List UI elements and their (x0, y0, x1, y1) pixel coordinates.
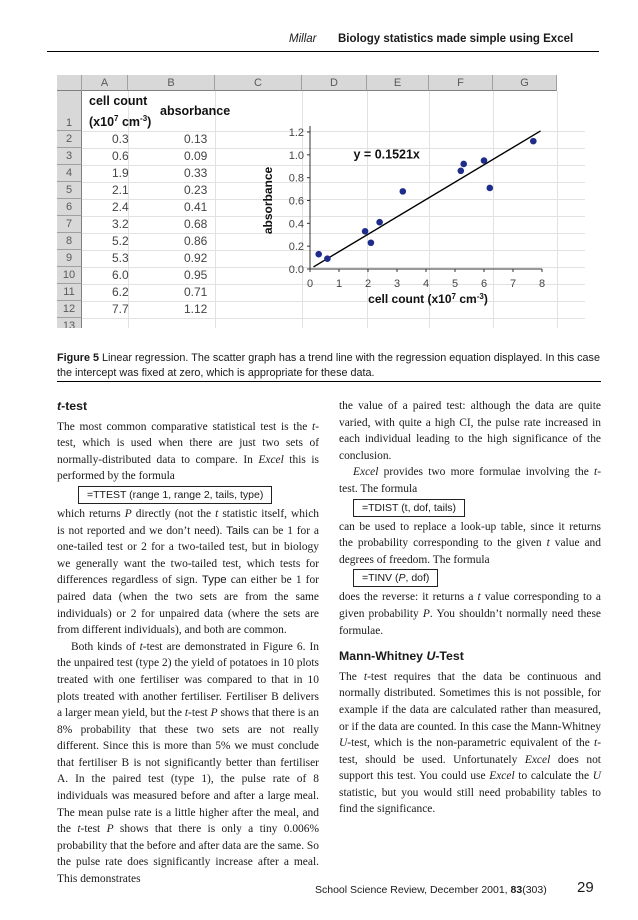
cell-count-value[interactable]: 1.9 (112, 166, 129, 180)
row-header-6[interactable]: 6 (57, 199, 82, 216)
cell-count-value[interactable]: 0.6 (112, 149, 129, 163)
row-header-4[interactable]: 4 (57, 165, 82, 182)
absorbance-value[interactable]: 0.92 (184, 251, 208, 265)
paragraph-1: The most common comparative statistical test is the t-test, which is used when there are just two sets of normally-distributed data to compare. In Excel this is performed by the formula (57, 420, 319, 483)
absorbance-value[interactable]: 0.33 (184, 166, 208, 180)
sheet-corner (57, 75, 82, 91)
row-header-11[interactable]: 11 (57, 284, 82, 301)
y-tick-label: 0.4 (288, 218, 304, 231)
formula-tinv: =TINV (P, dof) (353, 569, 438, 587)
row-header-1[interactable]: 1 (57, 91, 82, 131)
y-axis-label: absorbance (261, 166, 275, 235)
data-point (376, 219, 383, 226)
cell-count-value[interactable]: 5.3 (112, 251, 129, 265)
footer-journal: School Science Review, December 2001, 83(303) (315, 884, 547, 896)
row-header-5[interactable]: 5 (57, 182, 82, 199)
caption-label: Figure 5 (57, 352, 99, 364)
column-header-c[interactable]: C (215, 75, 302, 91)
row-header-3[interactable]: 3 (57, 148, 82, 165)
row-header-13[interactable]: 13 (57, 318, 82, 328)
y-tick-label: 1.2 (288, 127, 304, 139)
header-cell-count-units (89, 114, 151, 129)
heading-t: t (57, 399, 62, 413)
x-tick-label: 6 (480, 278, 488, 290)
absorbance-value[interactable]: 0.13 (184, 132, 208, 146)
absorbance-value[interactable]: 1.12 (184, 302, 208, 316)
absorbance-value[interactable]: 0.41 (184, 200, 208, 214)
caption-text: Linear regression. The scatter graph has a trend line with the regression equation displayed. In this case the intercept was fixed at zero, which is appropriate for these data. (57, 352, 600, 379)
header-title (338, 33, 573, 45)
row-header-9[interactable]: 9 (57, 250, 82, 267)
cell-count-value[interactable]: 2.4 (112, 200, 129, 214)
caption-rule (57, 381, 601, 382)
x-tick-label: 3 (393, 278, 401, 290)
section-heading-t-test (57, 398, 319, 415)
data-point (458, 168, 465, 175)
absorbance-value[interactable]: 0.71 (184, 285, 208, 299)
paragraph-2: which returns P directly (not the t statistic itself, which is not reported and we don’t need). Tails can be 1 for a one-tailed test or 2 for a two-tailed test, but in biology we generally want the two-tailed test, which tests for differences regardless of sign. Type can either be 1 for paired data (when the two sets are from the same individuals) or 2 for unpaired data (where the sets are from different individuals), and both are common. (57, 507, 319, 637)
x-tick-label: 5 (451, 278, 459, 290)
column-header-a[interactable]: A (82, 75, 128, 91)
y-tick-label: 0.0 (288, 264, 304, 276)
spreadsheet-figure (57, 75, 585, 328)
y-tick-label: 1.0 (288, 149, 304, 162)
y-tick-label: 0.2 (288, 241, 304, 254)
absorbance-value[interactable]: 0.95 (184, 268, 208, 282)
paragraph-r1: the value of a paired test: although the data are quite varied, with quite a high CI, the pulse rate increased in each individual leading to the high significance of the conclusion. (339, 400, 601, 462)
row-header-7[interactable]: 7 (57, 216, 82, 233)
x-tick-label: 7 (509, 278, 517, 290)
units-b: cm (118, 115, 141, 130)
cell-count-value[interactable]: 5.2 (112, 234, 129, 248)
cell-count-value[interactable]: 6.0 (112, 268, 129, 282)
data-point (368, 239, 375, 246)
row-header-10[interactable]: 10 (57, 267, 82, 284)
column-header-e[interactable]: E (367, 75, 429, 91)
regression-equation: y = 0.1521x (353, 147, 420, 162)
absorbance-value[interactable]: 0.23 (184, 183, 208, 197)
paragraph-r2: Excel provides two more formulae involving the t-test. The formula (339, 466, 601, 495)
grid-col-line (557, 91, 558, 328)
y-tick-label: 0.8 (288, 172, 304, 185)
data-point (315, 251, 322, 258)
cell-count-value[interactable]: 6.2 (112, 285, 129, 299)
header-cell-count (89, 94, 147, 108)
section-heading-mann-whitney: Mann-Whitney U-Test (339, 649, 464, 664)
figure-caption (57, 351, 601, 380)
formula-tdist: =TDIST (t, dof, tails) (353, 499, 465, 517)
column-header-d[interactable]: D (302, 75, 367, 91)
header-author: Millar (289, 33, 317, 45)
paragraph-3: Both kinds of t-test are demonstrated in Figure 6. In the unpaired test (type 2) the yield of potatoes in 10 plots treated with one fertiliser was compared to that in 10 plots treated with another fertiliser. Fertiliser B delivers a larger mean yield, but the t-test P shows that there is an 8% probability that these two sets are not really different. Since this is more than 5% we must conclude that fertiliser B is not significantly better than fertiliser A. In the paired test (type 1), the pulse rate of 8 individuals was measured before and after a large meal. The mean pulse rate is a little higher after the meal, and the t-test P shows that there is only a tiny 0.006% probability that the before and after data are the same. So the pulse rate does significantly increase after a meal. This demonstrates (57, 640, 320, 886)
formula-ttest: =TTEST (range 1, range 2, tails, type) (78, 486, 272, 504)
trend-line (313, 131, 540, 267)
paragraph-r4: does the reverse: it returns a t value corresponding to a given probability P. You shouldn’t normally need these formulae. (339, 591, 601, 637)
data-point (481, 157, 488, 164)
units-c: ) (147, 115, 152, 130)
cell-count-value[interactable]: 0.3 (112, 132, 129, 146)
data-point (400, 188, 407, 195)
heading-rest: -test (61, 399, 88, 413)
paragraph-r3: can be used to replace a look-up table, since it returns the probability corresponding to the given t value and degrees of freedom. The formula (339, 520, 601, 566)
x-axis-label: cell count ($x10^7$ $cm^{-3}$) (368, 291, 488, 306)
units-exp2: -3 (140, 114, 148, 123)
data-point (324, 255, 331, 262)
column-header-b[interactable]: B (128, 75, 215, 91)
header-absorbance: absorbance (160, 104, 231, 118)
absorbance-value[interactable]: 0.86 (184, 234, 208, 248)
paragraph-r5: The t-test requires that the data be continuous and normally distributed. Sometimes this is not possible, for example if the data are calculated rather than measured, or if the data are counted. In this case the Mann-Whitney U-test, which is the non-parametric equivalent of the t-test, should be used. Unfortunately Excel does not support this test. You could use Excel to calculate the U statistic, but you would still need probability tables to find the significance. (339, 670, 601, 816)
row-header-2[interactable]: 2 (57, 131, 82, 148)
cell-count-value[interactable]: 7.7 (112, 302, 129, 316)
absorbance-value[interactable]: 0.09 (184, 149, 208, 163)
data-point (362, 228, 369, 235)
row-header-8[interactable]: 8 (57, 233, 82, 250)
y-tick-label: 0.6 (288, 195, 304, 208)
column-header-g[interactable]: G (493, 75, 557, 91)
left-column (57, 398, 319, 888)
x-tick-label: 0 (306, 278, 314, 290)
cell-count-value[interactable]: 3.2 (112, 217, 129, 231)
x-tick-label: 2 (364, 278, 372, 290)
x-tick-label: 1 (335, 278, 343, 290)
data-point (530, 138, 537, 145)
x-tick-label: 8 (538, 278, 546, 290)
column-header-f[interactable]: F (429, 75, 493, 91)
data-point (487, 185, 494, 192)
cell-count-value[interactable]: 2.1 (112, 183, 129, 197)
x-tick-label: 4 (422, 278, 430, 290)
grid-col-line (215, 91, 216, 328)
header-rule (47, 51, 599, 52)
row-header-12[interactable]: 12 (57, 301, 82, 318)
header-cell-count-text: cell count (89, 94, 148, 108)
page-number: 29 (577, 879, 594, 896)
absorbance-value[interactable]: 0.68 (184, 217, 208, 231)
units-a: (x10 (89, 115, 115, 130)
scatter-chart (252, 119, 552, 319)
data-point (460, 161, 467, 168)
header-title-text: Biology statistics made simple using Excel (338, 33, 574, 45)
units-exp1: 7 (114, 114, 119, 123)
right-column (339, 398, 601, 818)
